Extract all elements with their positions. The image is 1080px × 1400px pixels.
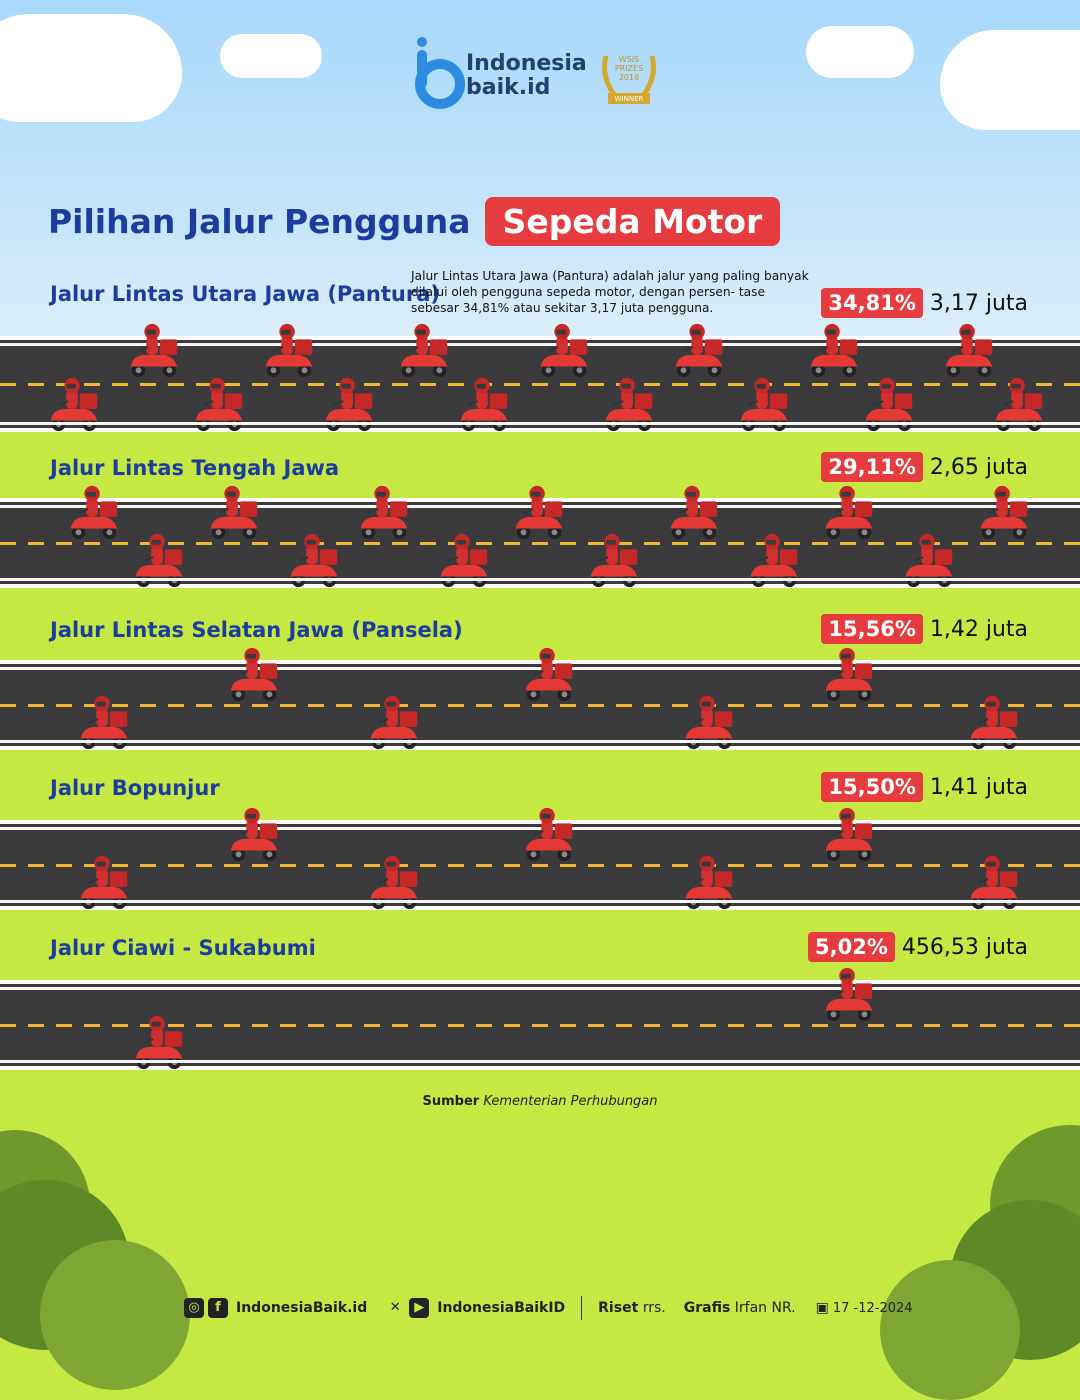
route-name: Jalur Lintas Selatan Jawa (Pansela) <box>50 618 463 642</box>
lane-divider <box>0 704 1080 707</box>
road <box>0 498 1080 588</box>
user-count: 2,65 juta <box>929 454 1028 480</box>
route-stat <box>821 288 1028 318</box>
motorcycle-rider-icon <box>510 484 568 542</box>
route-section-bopunjur <box>0 754 1080 914</box>
motorcycle-rider-icon <box>520 646 578 704</box>
motorcycle-rider-icon <box>965 694 1023 752</box>
motorcycle-rider-icon <box>820 966 878 1024</box>
motorcycle-rider-icon <box>190 376 248 434</box>
motorcycle-rider-icon <box>285 532 343 590</box>
motorcycle-rider-icon <box>680 854 738 912</box>
motorcycle-rider-icon <box>670 322 728 380</box>
grafis-value: Irfan NR. <box>734 1300 796 1316</box>
svg-text:2018: 2018 <box>618 73 640 82</box>
route-section-pansela <box>0 594 1080 754</box>
route-name: Jalur Ciawi - Sukabumi <box>50 936 316 960</box>
motorcycle-rider-icon <box>435 532 493 590</box>
title-badge: Sepeda Motor <box>485 197 781 246</box>
motorcycle-rider-icon <box>455 376 513 434</box>
motorcycle-rider-icon <box>225 806 283 864</box>
svg-text:WINNER: WINNER <box>614 95 644 103</box>
motorcycle-rider-icon <box>900 532 958 590</box>
motorcycle-rider-icon <box>65 484 123 542</box>
lane-divider <box>0 864 1080 867</box>
footer-divider <box>581 1296 582 1320</box>
motorcycle-rider-icon <box>975 484 1033 542</box>
user-count: 1,42 juta <box>929 616 1028 642</box>
brand-line1: Indonesia <box>466 51 587 76</box>
motorcycle-rider-icon <box>75 854 133 912</box>
motorcycle-rider-icon <box>805 322 863 380</box>
route-name: Jalur Bopunjur <box>50 776 220 800</box>
instagram-icon[interactable]: ◎ <box>184 1298 204 1318</box>
motorcycle-rider-icon <box>130 1014 188 1072</box>
title-main: Pilihan Jalur Pengguna <box>48 201 471 241</box>
motorcycle-rider-icon <box>990 376 1048 434</box>
motorcycle-rider-icon <box>600 376 658 434</box>
bush-right <box>880 1260 1020 1400</box>
user-count: 456,53 juta <box>901 934 1028 960</box>
motorcycle-rider-icon <box>735 376 793 434</box>
road <box>0 980 1080 1070</box>
route-stat <box>821 772 1028 802</box>
motorcycle-rider-icon <box>395 322 453 380</box>
social-handle-2[interactable]: IndonesiaBaikID <box>437 1300 566 1316</box>
svg-text:PRIZES: PRIZES <box>614 64 644 73</box>
motorcycle-rider-icon <box>365 694 423 752</box>
route-section-ciawi-sukabumi <box>0 914 1080 1074</box>
motorcycle-rider-icon <box>75 694 133 752</box>
motorcycle-rider-icon <box>680 694 738 752</box>
cloud <box>806 26 914 78</box>
route-section-pantura <box>0 262 1080 432</box>
calendar-icon: ▣ <box>815 1300 829 1316</box>
motorcycle-rider-icon <box>45 376 103 434</box>
user-count: 1,41 juta <box>929 774 1028 800</box>
route-stat <box>821 452 1028 482</box>
grafis-label: Grafis <box>683 1300 731 1316</box>
motorcycle-rider-icon <box>860 376 918 434</box>
brand-name <box>466 52 587 100</box>
motorcycle-rider-icon <box>820 646 878 704</box>
footer <box>184 1296 913 1320</box>
source-note <box>0 1094 1080 1109</box>
motorcycle-rider-icon <box>260 322 318 380</box>
x-icon[interactable]: ✕ <box>389 1300 401 1315</box>
motorcycle-rider-icon <box>820 806 878 864</box>
percent-badge: 5,02% <box>808 932 895 962</box>
motorcycle-rider-icon <box>205 484 263 542</box>
route-section-tengah <box>0 432 1080 592</box>
youtube-icon[interactable]: ▶ <box>409 1298 429 1318</box>
laurel-award-icon <box>596 48 662 110</box>
bush-left <box>40 1240 190 1390</box>
indonesiabaik-logo-icon <box>412 36 466 110</box>
svg-text:WSIS: WSIS <box>618 55 640 64</box>
route-stat <box>821 614 1028 644</box>
source-label: Sumber <box>422 1094 480 1109</box>
motorcycle-rider-icon <box>965 854 1023 912</box>
road <box>0 820 1080 910</box>
motorcycle-rider-icon <box>355 484 413 542</box>
social-handle-1[interactable]: IndonesiaBaik.id <box>236 1300 368 1316</box>
percent-badge: 15,50% <box>821 772 922 802</box>
motorcycle-rider-icon <box>520 806 578 864</box>
motorcycle-rider-icon <box>365 854 423 912</box>
route-stat <box>808 932 1028 962</box>
motorcycle-rider-icon <box>535 322 593 380</box>
motorcycle-rider-icon <box>585 532 643 590</box>
motorcycle-rider-icon <box>130 532 188 590</box>
motorcycle-rider-icon <box>225 646 283 704</box>
riset-value: rrs. <box>642 1300 666 1316</box>
cloud <box>0 14 182 122</box>
road <box>0 336 1080 432</box>
motorcycle-rider-icon <box>665 484 723 542</box>
lane-divider <box>0 383 1080 386</box>
road <box>0 660 1080 750</box>
motorcycle-rider-icon <box>320 376 378 434</box>
page-title <box>48 196 780 246</box>
percent-badge: 29,11% <box>821 452 922 482</box>
percent-badge: 15,56% <box>821 614 922 644</box>
motorcycle-rider-icon <box>125 322 183 380</box>
brand-line2: baik.id <box>466 75 551 100</box>
route-name: Jalur Lintas Utara Jawa (Pantura) <box>50 282 440 306</box>
motorcycle-rider-icon <box>940 322 998 380</box>
facebook-icon[interactable]: f <box>208 1298 228 1318</box>
route-description: Jalur Lintas Utara Jawa (Pantura) adalah jalur yang paling banyak dilalui oleh pengguna sepeda motor, dengan persen- tase sebesar 34,81% atau sekitar 3,17 juta pengguna. <box>411 269 809 315</box>
riset-label: Riset <box>598 1300 639 1316</box>
source-text: Kementerian Perhubungan <box>483 1094 658 1109</box>
brand-logo <box>412 36 672 116</box>
cloud <box>220 34 322 78</box>
user-count: 3,17 juta <box>929 290 1028 316</box>
route-name: Jalur Lintas Tengah Jawa <box>50 456 340 480</box>
percent-badge: 34,81% <box>821 288 922 318</box>
motorcycle-rider-icon <box>820 484 878 542</box>
date: 17 -12-2024 <box>832 1300 913 1316</box>
motorcycle-rider-icon <box>745 532 803 590</box>
cloud <box>940 30 1080 130</box>
